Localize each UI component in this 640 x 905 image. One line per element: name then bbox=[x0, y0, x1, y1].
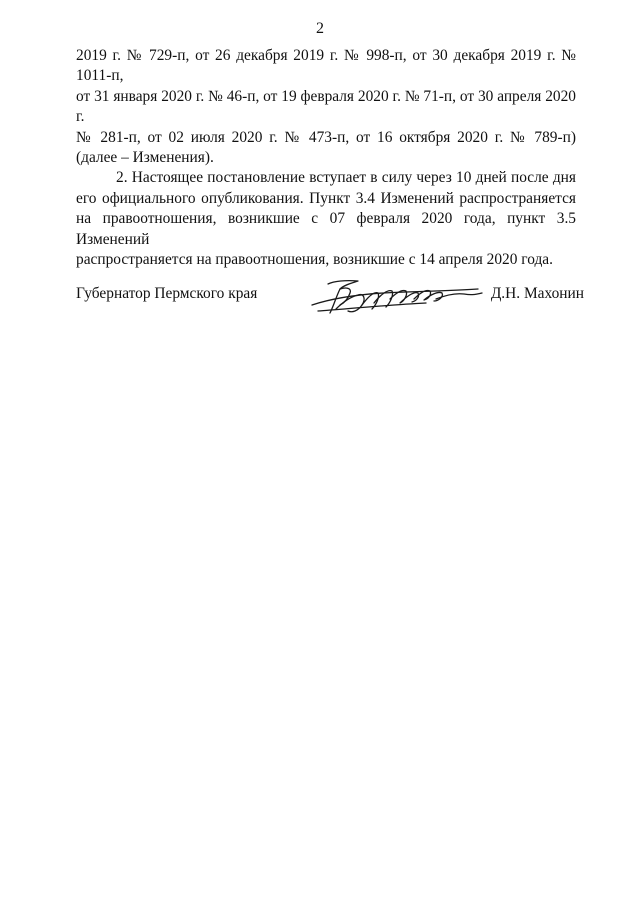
signatory-name: Д.Н. Махонин bbox=[490, 285, 584, 302]
signature-row bbox=[76, 285, 586, 325]
body-text bbox=[76, 46, 576, 270]
paragraph2-line-3: на правоотношения, возникшие с 07 февраля 2020 года, пункт 3.5 Изменений bbox=[76, 210, 576, 248]
paragraph1-line-2: от 31 января 2020 г. № 46-п, от 19 февраля 2020 г. № 71-п, от 30 апреля 2020 г. bbox=[76, 87, 576, 126]
page-number: 2 bbox=[316, 20, 324, 37]
paragraph2-line-1: 2. Настоящее постановление вступает в силу через 10 дней после дня bbox=[116, 169, 576, 187]
paragraph1-line-3: № 281-п, от 02 июля 2020 г. № 473-п, от 16 октября 2020 г. № 789-п) bbox=[76, 128, 576, 146]
signatory-position: Губернатор Пермского края bbox=[76, 285, 258, 302]
paragraph2-line-4: распространяется на правоотношения, возникшие с 14 апреля 2020 года. bbox=[76, 251, 553, 269]
handwritten-signature bbox=[306, 275, 486, 320]
paragraph2-line-2: его официального опубликования. Пункт 3.4 Изменений распространяется bbox=[76, 189, 576, 207]
paragraph1-line-1: 2019 г. № 729-п, от 26 декабря 2019 г. № 998-п, от 30 декабря 2019 г. № 1011-п, bbox=[76, 47, 576, 85]
paragraph1-line-4: (далее – Изменения). bbox=[76, 149, 214, 167]
